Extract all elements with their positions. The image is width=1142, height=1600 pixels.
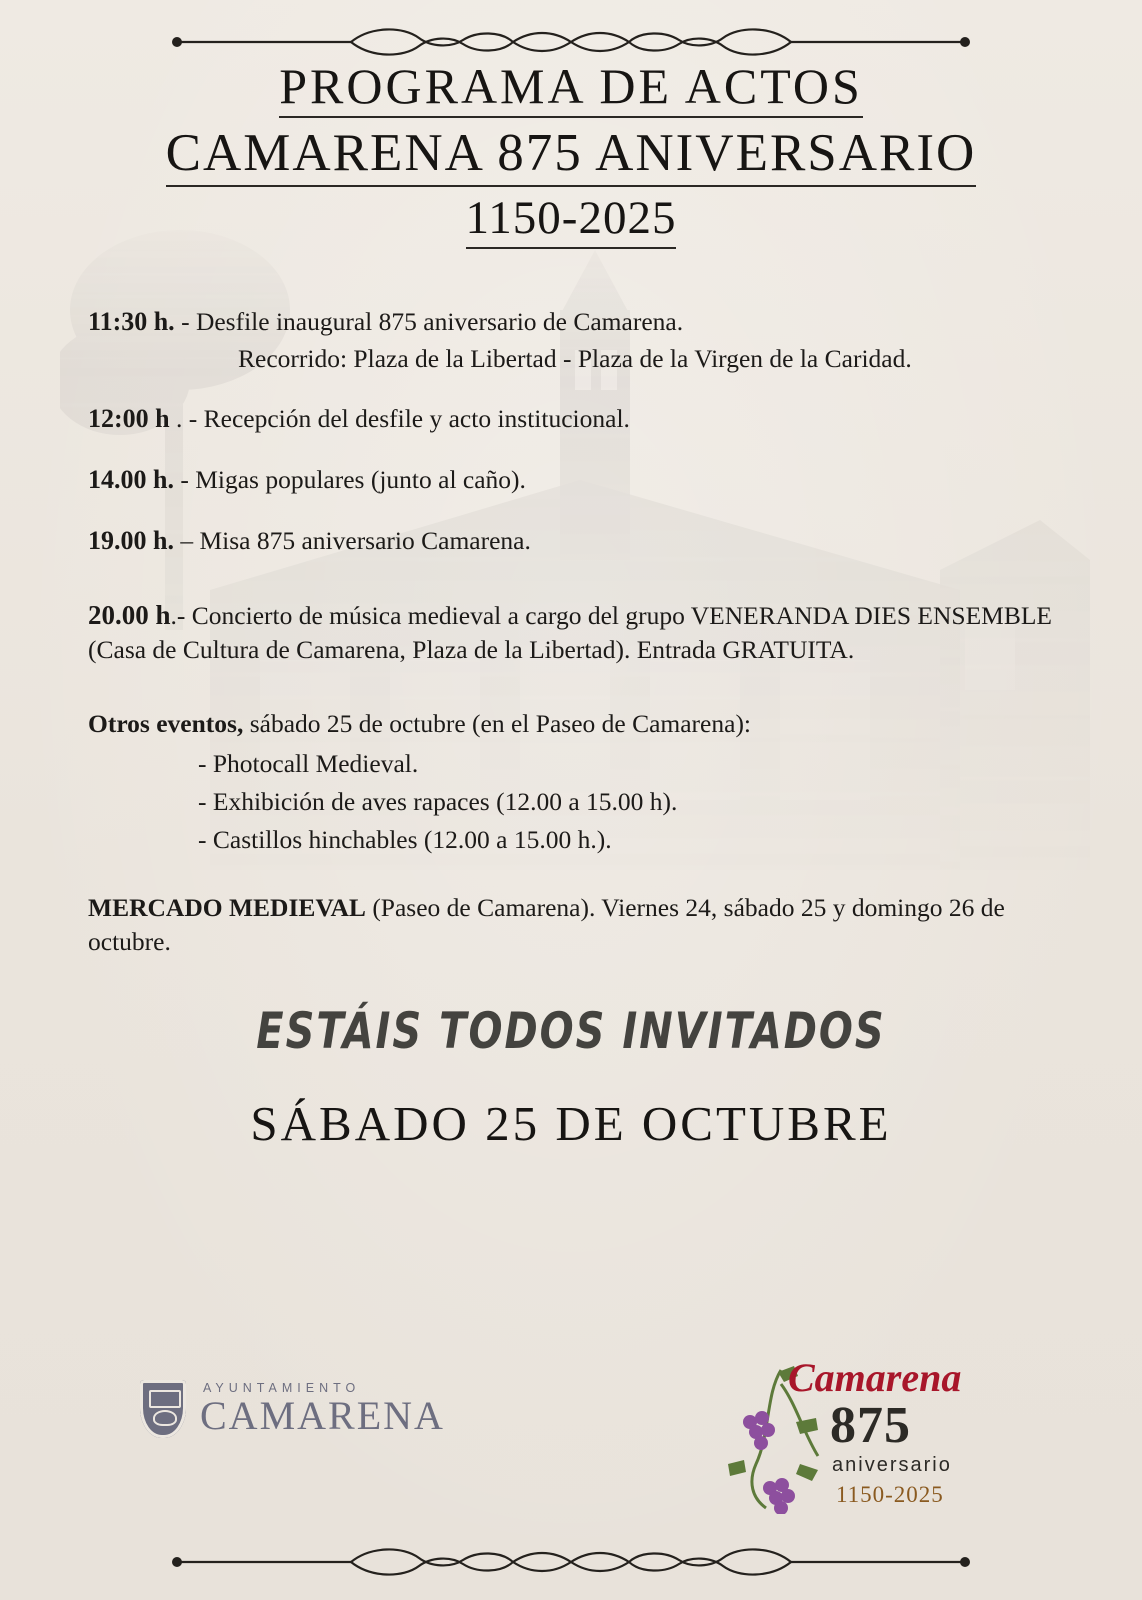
schedule-text: Migas populares (junto al caño). bbox=[195, 464, 526, 494]
anniversary-years: 1150-2025 bbox=[836, 1482, 944, 1507]
anniversary-number: 875 bbox=[830, 1397, 911, 1454]
event-date: SÁBADO 25 DE OCTUBRE bbox=[250, 1095, 892, 1151]
ayuntamiento-label: AYUNTAMIENTO bbox=[203, 1380, 361, 1395]
other-events-heading bbox=[88, 707, 1054, 741]
coat-of-arms-icon bbox=[140, 1380, 186, 1438]
list-item: - Castillos hinchables (12.00 a 15.00 h.). bbox=[198, 825, 612, 855]
other-events-lead: Otros eventos, bbox=[88, 708, 244, 738]
list-item: - Photocall Medieval. bbox=[198, 749, 419, 778]
other-events bbox=[88, 707, 1054, 858]
title-line-3: 1150-2025 bbox=[466, 193, 677, 249]
schedule-text: Desfile inaugural 875 aniversario de Camarena. bbox=[195, 307, 684, 337]
schedule-time: 12:00 h bbox=[88, 404, 170, 434]
schedule-item bbox=[88, 402, 1054, 437]
schedule-item bbox=[88, 463, 1054, 498]
schedule-dash: .- bbox=[170, 600, 192, 630]
medieval-market-lead: MERCADO MEDIEVAL bbox=[88, 893, 366, 923]
schedule-subtext: Recorrido: Plaza de la Libertad - Plaza de la Virgen de la Caridad. bbox=[238, 343, 912, 373]
anniversary-town-name: Camarena bbox=[788, 1355, 962, 1400]
invitation-text: ESTÁIS TODOS INVITADOS bbox=[256, 1002, 886, 1061]
ayuntamiento-name: CAMARENA bbox=[200, 1393, 445, 1439]
medieval-market bbox=[88, 891, 1054, 958]
other-events-rest: sábado 25 de octubre (en el Paseo de Camarena): bbox=[243, 708, 752, 738]
schedule-text: Misa 875 aniversario Camarena. bbox=[199, 525, 531, 555]
title-line-2: CAMARENA 875 ANIVERSARIO bbox=[166, 124, 977, 187]
schedule-time: 11:30 h. bbox=[88, 307, 175, 337]
schedule-time: 14.00 h. bbox=[88, 464, 174, 494]
schedule-item bbox=[88, 524, 1054, 559]
poster-title bbox=[0, 0, 1142, 249]
footer-logos bbox=[0, 1342, 1142, 1522]
schedule-item bbox=[88, 305, 1054, 376]
title-line-1: PROGRAMA DE ACTOS bbox=[279, 58, 863, 118]
schedule-time: 19.00 h. bbox=[88, 525, 174, 555]
schedule-text: Concierto de música medieval a cargo del grupo VENERANDA DIES ENSEMBLE (Casa de Cultura de Camarena, Plaza de la Libertad). Entrada GRATUITA. bbox=[88, 600, 1053, 664]
schedule-item-concert bbox=[88, 597, 1054, 667]
schedule-list bbox=[88, 305, 1054, 959]
ornament-bottom bbox=[0, 1542, 1142, 1582]
medieval-market-rest: (Paseo de Camarena). Viernes 24, sábado 25 y domingo 26 de octubre. bbox=[88, 893, 1005, 957]
ayuntamiento-logo bbox=[140, 1380, 445, 1438]
schedule-text: Recepción del desfile y acto institucional. bbox=[203, 404, 630, 434]
schedule-dash: . - bbox=[169, 404, 204, 434]
schedule-dash: - bbox=[173, 464, 196, 494]
schedule-dash: - bbox=[174, 307, 196, 337]
list-item: - Exhibición de aves rapaces (12.00 a 15.00 h). bbox=[198, 787, 678, 817]
schedule-time: 20.00 h bbox=[88, 599, 171, 630]
anniversary-word: aniversario bbox=[832, 1454, 952, 1476]
anniversary-logo bbox=[720, 1350, 980, 1520]
schedule-dash: – bbox=[173, 525, 200, 555]
ayuntamiento-wordmark bbox=[200, 1382, 445, 1437]
other-events-bullets bbox=[198, 747, 1054, 857]
